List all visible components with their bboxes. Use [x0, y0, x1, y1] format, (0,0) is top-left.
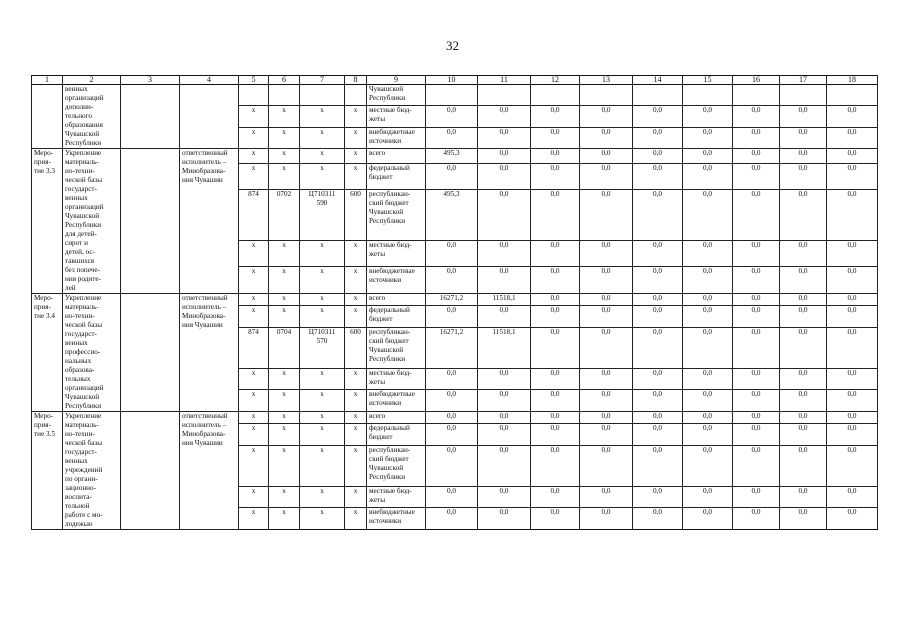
year-amount: 0,0 — [580, 390, 633, 412]
measure-target-indicator — [121, 412, 180, 530]
kbk-ministry-code: х — [239, 412, 269, 424]
year-amount: 0,0 — [827, 412, 878, 424]
year-amount: 0,0 — [733, 163, 780, 190]
funding-source: местные бюд- жеты — [367, 240, 426, 267]
budget-row — [32, 149, 878, 164]
year-amount: 0,0 — [733, 190, 780, 241]
kbk-target-code: х — [300, 368, 345, 390]
year-amount: 0,0 — [733, 423, 780, 445]
kbk-section-code: 0702 — [269, 190, 300, 241]
year-amount: 0,0 — [531, 368, 580, 390]
kbk-ministry-code: х — [239, 149, 269, 164]
column-number-3: 3 — [121, 76, 180, 85]
year-amount: 0,0 — [827, 163, 878, 190]
year-amount: 11518,1 — [478, 327, 531, 368]
column-number-13: 13 — [580, 76, 633, 85]
kbk-ministry-code: х — [239, 305, 269, 327]
year-amount: 0,0 — [531, 508, 580, 530]
year-amount: 0,0 — [827, 305, 878, 327]
year-amount: 0,0 — [531, 127, 580, 148]
year-amount: 0,0 — [733, 106, 780, 127]
year-amount: 0,0 — [580, 106, 633, 127]
column-number-16: 16 — [733, 76, 780, 85]
kbk-section-code: х — [269, 240, 300, 267]
funding-source: местные бюд- жеты — [367, 106, 426, 127]
kbk-section-code: х — [269, 149, 300, 164]
year-amount: 0,0 — [827, 445, 878, 486]
year-amount: 0,0 — [580, 149, 633, 164]
year-amount: 0,0 — [683, 240, 733, 267]
column-number-17: 17 — [780, 76, 827, 85]
kbk-ministry-code: х — [239, 127, 269, 148]
year-amount: 0,0 — [733, 368, 780, 390]
kbk-section-code: х — [269, 368, 300, 390]
funding-source: внебюджетные источники — [367, 508, 426, 530]
year-amount: 0,0 — [780, 445, 827, 486]
year-amount: 0,0 — [733, 294, 780, 306]
year-amount: 0,0 — [827, 508, 878, 530]
year-amount — [683, 85, 733, 106]
year-amount: 0,0 — [780, 423, 827, 445]
year-amount: 0,0 — [633, 305, 683, 327]
year-amount: 0,0 — [531, 294, 580, 306]
column-number-row — [32, 76, 878, 85]
kbk-target-code: х — [300, 240, 345, 267]
kbk-target-code — [300, 85, 345, 106]
kbk-expense-type-code: х — [345, 106, 367, 127]
column-number-10: 10 — [426, 76, 478, 85]
funding-source: федеральный бюджет — [367, 305, 426, 327]
year-amount — [633, 85, 683, 106]
year-amount: 495,3 — [426, 190, 478, 241]
year-amount: 0,0 — [531, 240, 580, 267]
year-amount: 16271,2 — [426, 294, 478, 306]
year-amount: 0,0 — [531, 190, 580, 241]
measure-executor: ответственный исполнитель – Минобразова- ния Чувашии — [180, 294, 239, 412]
kbk-target-code: х — [300, 423, 345, 445]
column-number-14: 14 — [633, 76, 683, 85]
budget-row — [32, 85, 878, 106]
funding-source: всего — [367, 412, 426, 424]
year-amount: 0,0 — [683, 294, 733, 306]
year-amount: 0,0 — [580, 445, 633, 486]
kbk-expense-type-code: х — [345, 149, 367, 164]
year-amount: 0,0 — [683, 106, 733, 127]
year-amount: 0,0 — [780, 327, 827, 368]
year-amount: 0,0 — [633, 106, 683, 127]
year-amount: 11518,1 — [478, 294, 531, 306]
funding-source: федеральный бюджет — [367, 163, 426, 190]
column-number-1: 1 — [32, 76, 63, 85]
year-amount: 0,0 — [426, 240, 478, 267]
year-amount: 0,0 — [478, 368, 531, 390]
year-amount: 0,0 — [780, 390, 827, 412]
kbk-ministry-code: 874 — [239, 327, 269, 368]
year-amount: 0,0 — [531, 327, 580, 368]
funding-source: республикан- ский бюджет Чувашской Республики — [367, 327, 426, 368]
kbk-target-code: х — [300, 127, 345, 148]
column-number-11: 11 — [478, 76, 531, 85]
year-amount: 0,0 — [633, 294, 683, 306]
measure-executor: ответственный исполнитель – Минобразова- ния Чувашии — [180, 149, 239, 294]
year-amount: 0,0 — [531, 267, 580, 294]
year-amount: 0,0 — [426, 127, 478, 148]
year-amount: 0,0 — [780, 412, 827, 424]
kbk-ministry-code: х — [239, 368, 269, 390]
year-amount: 0,0 — [780, 294, 827, 306]
year-amount: 0,0 — [827, 327, 878, 368]
measure-name: Укрепление материаль- но-техни- ческой базы государст- венных организаций Чувашской Республики для детей- сирот и детей, ос- тавшихся без попече- ния родите- лей — [63, 149, 121, 294]
kbk-ministry-code: х — [239, 267, 269, 294]
funding-source: федеральный бюджет — [367, 423, 426, 445]
kbk-target-code: х — [300, 163, 345, 190]
measure-label: Меро- прия- тие 3.3 — [32, 149, 63, 294]
year-amount: 0,0 — [580, 190, 633, 241]
year-amount: 0,0 — [633, 327, 683, 368]
year-amount: 16271,2 — [426, 327, 478, 368]
year-amount: 0,0 — [580, 240, 633, 267]
year-amount: 0,0 — [531, 486, 580, 508]
year-amount: 0,0 — [478, 486, 531, 508]
column-number-4: 4 — [180, 76, 239, 85]
column-number-12: 12 — [531, 76, 580, 85]
budget-row — [32, 294, 878, 306]
year-amount: 0,0 — [633, 149, 683, 164]
funding-source: всего — [367, 294, 426, 306]
funding-source: Чувашской Республики — [367, 85, 426, 106]
year-amount: 0,0 — [780, 163, 827, 190]
year-amount: 0,0 — [531, 106, 580, 127]
year-amount: 0,0 — [733, 486, 780, 508]
year-amount: 0,0 — [733, 240, 780, 267]
year-amount — [733, 85, 780, 106]
year-amount: 0,0 — [733, 305, 780, 327]
year-amount: 0,0 — [827, 149, 878, 164]
year-amount: 0,0 — [780, 508, 827, 530]
kbk-section-code: 0704 — [269, 327, 300, 368]
year-amount: 0,0 — [580, 327, 633, 368]
kbk-target-code: х — [300, 305, 345, 327]
kbk-expense-type-code: 600 — [345, 190, 367, 241]
kbk-expense-type-code: х — [345, 423, 367, 445]
year-amount: 0,0 — [780, 190, 827, 241]
column-number-9: 9 — [367, 76, 426, 85]
kbk-target-code: Ц710311 590 — [300, 190, 345, 241]
kbk-section-code — [269, 85, 300, 106]
year-amount: 0,0 — [478, 423, 531, 445]
year-amount: 0,0 — [633, 240, 683, 267]
year-amount: 0,0 — [827, 486, 878, 508]
year-amount: 0,0 — [478, 508, 531, 530]
year-amount: 0,0 — [780, 305, 827, 327]
kbk-ministry-code: х — [239, 163, 269, 190]
year-amount: 495,3 — [426, 149, 478, 164]
funding-source: внебюджетные источники — [367, 267, 426, 294]
measure-target-indicator — [121, 85, 180, 149]
year-amount: 0,0 — [633, 267, 683, 294]
year-amount: 0,0 — [827, 423, 878, 445]
year-amount: 0,0 — [580, 127, 633, 148]
kbk-section-code: х — [269, 267, 300, 294]
measure-executor — [180, 85, 239, 149]
year-amount: 0,0 — [426, 267, 478, 294]
year-amount: 0,0 — [683, 445, 733, 486]
year-amount: 0,0 — [531, 163, 580, 190]
year-amount: 0,0 — [733, 508, 780, 530]
year-amount: 0,0 — [426, 445, 478, 486]
year-amount: 0,0 — [531, 390, 580, 412]
column-number-8: 8 — [345, 76, 367, 85]
year-amount: 0,0 — [683, 327, 733, 368]
budget-table — [31, 75, 878, 530]
kbk-expense-type-code: х — [345, 127, 367, 148]
year-amount: 0,0 — [733, 390, 780, 412]
year-amount: 0,0 — [531, 305, 580, 327]
year-amount: 0,0 — [633, 412, 683, 424]
year-amount: 0,0 — [426, 508, 478, 530]
year-amount: 0,0 — [478, 412, 531, 424]
kbk-target-code: х — [300, 508, 345, 530]
year-amount: 0,0 — [580, 508, 633, 530]
year-amount — [580, 85, 633, 106]
year-amount: 0,0 — [633, 127, 683, 148]
year-amount: 0,0 — [683, 127, 733, 148]
kbk-section-code: х — [269, 106, 300, 127]
year-amount: 0,0 — [580, 294, 633, 306]
year-amount: 0,0 — [633, 423, 683, 445]
year-amount: 0,0 — [683, 267, 733, 294]
year-amount: 0,0 — [780, 486, 827, 508]
kbk-ministry-code: 874 — [239, 190, 269, 241]
year-amount: 0,0 — [580, 267, 633, 294]
year-amount: 0,0 — [531, 445, 580, 486]
measure-name: венных организаций дополни- тельного образования Чувашской Республики — [63, 85, 121, 149]
year-amount: 0,0 — [478, 267, 531, 294]
kbk-section-code: х — [269, 294, 300, 306]
year-amount: 0,0 — [827, 240, 878, 267]
year-amount: 0,0 — [478, 240, 531, 267]
measure-label: Меро- прия- тие 3.5 — [32, 412, 63, 530]
column-number-18: 18 — [827, 76, 878, 85]
measure-target-indicator — [121, 294, 180, 412]
year-amount: 0,0 — [478, 445, 531, 486]
year-amount: 0,0 — [580, 163, 633, 190]
year-amount: 0,0 — [683, 368, 733, 390]
kbk-ministry-code: х — [239, 508, 269, 530]
kbk-ministry-code: х — [239, 240, 269, 267]
year-amount: 0,0 — [683, 190, 733, 241]
year-amount: 0,0 — [683, 149, 733, 164]
year-amount: 0,0 — [426, 106, 478, 127]
kbk-ministry-code: х — [239, 486, 269, 508]
year-amount — [531, 85, 580, 106]
measure-name: Укрепление материаль- но-техни- ческой базы государст- венных профессио- нальных образова- тельных организаций Чувашской Республики — [63, 294, 121, 412]
kbk-target-code: Ц710311 570 — [300, 327, 345, 368]
year-amount: 0,0 — [580, 486, 633, 508]
funding-source: внебюджетные источники — [367, 390, 426, 412]
year-amount: 0,0 — [478, 305, 531, 327]
year-amount: 0,0 — [733, 327, 780, 368]
funding-source: внебюджетные источники — [367, 127, 426, 148]
year-amount: 0,0 — [827, 368, 878, 390]
kbk-section-code: х — [269, 163, 300, 190]
year-amount: 0,0 — [426, 305, 478, 327]
year-amount: 0,0 — [780, 267, 827, 294]
year-amount: 0,0 — [827, 190, 878, 241]
year-amount: 0,0 — [633, 445, 683, 486]
year-amount: 0,0 — [426, 390, 478, 412]
year-amount: 0,0 — [633, 190, 683, 241]
kbk-target-code: х — [300, 294, 345, 306]
year-amount: 0,0 — [827, 106, 878, 127]
year-amount: 0,0 — [733, 445, 780, 486]
kbk-expense-type-code — [345, 85, 367, 106]
year-amount: 0,0 — [683, 423, 733, 445]
year-amount: 0,0 — [478, 127, 531, 148]
kbk-expense-type-code: х — [345, 508, 367, 530]
year-amount: 0,0 — [580, 368, 633, 390]
year-amount: 0,0 — [478, 190, 531, 241]
year-amount: 0,0 — [780, 149, 827, 164]
year-amount — [426, 85, 478, 106]
year-amount: 0,0 — [683, 390, 733, 412]
budget-row — [32, 412, 878, 424]
measure-label: Меро- прия- тие 3.4 — [32, 294, 63, 412]
page-number: 32 — [446, 38, 459, 53]
year-amount: 0,0 — [426, 163, 478, 190]
kbk-ministry-code: х — [239, 106, 269, 127]
year-amount: 0,0 — [531, 423, 580, 445]
kbk-section-code: х — [269, 445, 300, 486]
kbk-expense-type-code: х — [345, 445, 367, 486]
kbk-section-code: х — [269, 486, 300, 508]
year-amount: 0,0 — [580, 423, 633, 445]
year-amount: 0,0 — [780, 127, 827, 148]
kbk-expense-type-code: х — [345, 267, 367, 294]
kbk-expense-type-code: х — [345, 294, 367, 306]
kbk-target-code: х — [300, 412, 345, 424]
column-number-6: 6 — [269, 76, 300, 85]
measure-label — [32, 85, 63, 149]
year-amount: 0,0 — [633, 486, 683, 508]
column-number-15: 15 — [683, 76, 733, 85]
year-amount: 0,0 — [683, 508, 733, 530]
kbk-expense-type-code: х — [345, 368, 367, 390]
year-amount: 0,0 — [633, 368, 683, 390]
year-amount: 0,0 — [683, 412, 733, 424]
kbk-expense-type-code: х — [345, 412, 367, 424]
year-amount: 0,0 — [478, 390, 531, 412]
kbk-section-code: х — [269, 508, 300, 530]
year-amount: 0,0 — [426, 412, 478, 424]
kbk-target-code: х — [300, 390, 345, 412]
year-amount: 0,0 — [478, 106, 531, 127]
funding-source: местные бюд- жеты — [367, 368, 426, 390]
year-amount: 0,0 — [683, 163, 733, 190]
year-amount: 0,0 — [780, 240, 827, 267]
year-amount: 0,0 — [633, 390, 683, 412]
kbk-target-code: х — [300, 445, 345, 486]
year-amount: 0,0 — [827, 390, 878, 412]
kbk-section-code: х — [269, 305, 300, 327]
year-amount: 0,0 — [827, 127, 878, 148]
kbk-expense-type-code: х — [345, 240, 367, 267]
year-amount: 0,0 — [827, 267, 878, 294]
measure-executor: ответственный исполнитель – Минобразова- ния Чувашии — [180, 412, 239, 530]
kbk-expense-type-code: х — [345, 163, 367, 190]
year-amount: 0,0 — [426, 486, 478, 508]
kbk-ministry-code — [239, 85, 269, 106]
kbk-target-code: х — [300, 267, 345, 294]
kbk-ministry-code: х — [239, 390, 269, 412]
kbk-ministry-code: х — [239, 445, 269, 486]
year-amount: 0,0 — [733, 149, 780, 164]
funding-source: местные бюд- жеты — [367, 486, 426, 508]
year-amount: 0,0 — [683, 486, 733, 508]
year-amount — [478, 85, 531, 106]
kbk-section-code: х — [269, 390, 300, 412]
kbk-expense-type-code: х — [345, 390, 367, 412]
column-number-5: 5 — [239, 76, 269, 85]
funding-source: республикан- ский бюджет Чувашской Республики — [367, 445, 426, 486]
year-amount: 0,0 — [633, 163, 683, 190]
kbk-section-code: х — [269, 127, 300, 148]
kbk-section-code: х — [269, 412, 300, 424]
year-amount: 0,0 — [478, 163, 531, 190]
year-amount — [827, 85, 878, 106]
column-number-7: 7 — [300, 76, 345, 85]
year-amount: 0,0 — [733, 267, 780, 294]
year-amount: 0,0 — [531, 412, 580, 424]
funding-source: республикан- ский бюджет Чувашской Республики — [367, 190, 426, 241]
year-amount: 0,0 — [426, 423, 478, 445]
year-amount: 0,0 — [733, 412, 780, 424]
kbk-target-code: х — [300, 486, 345, 508]
measure-target-indicator — [121, 149, 180, 294]
kbk-expense-type-code: 600 — [345, 327, 367, 368]
measure-name: Укрепление материаль- но-техни- ческой базы государст- венных учреждений по органи- зационно- воспита- тельной работе с мо- лодежью — [63, 412, 121, 530]
funding-source: всего — [367, 149, 426, 164]
year-amount: 0,0 — [780, 368, 827, 390]
kbk-target-code: х — [300, 106, 345, 127]
kbk-expense-type-code: х — [345, 486, 367, 508]
kbk-section-code: х — [269, 423, 300, 445]
year-amount: 0,0 — [426, 368, 478, 390]
kbk-ministry-code: х — [239, 294, 269, 306]
year-amount: 0,0 — [827, 294, 878, 306]
kbk-ministry-code: х — [239, 423, 269, 445]
year-amount: 0,0 — [478, 149, 531, 164]
year-amount: 0,0 — [780, 106, 827, 127]
column-number-2: 2 — [63, 76, 121, 85]
year-amount — [780, 85, 827, 106]
year-amount: 0,0 — [580, 412, 633, 424]
year-amount: 0,0 — [580, 305, 633, 327]
year-amount: 0,0 — [733, 127, 780, 148]
kbk-target-code: х — [300, 149, 345, 164]
year-amount: 0,0 — [683, 305, 733, 327]
kbk-expense-type-code: х — [345, 305, 367, 327]
year-amount: 0,0 — [531, 149, 580, 164]
year-amount: 0,0 — [633, 508, 683, 530]
